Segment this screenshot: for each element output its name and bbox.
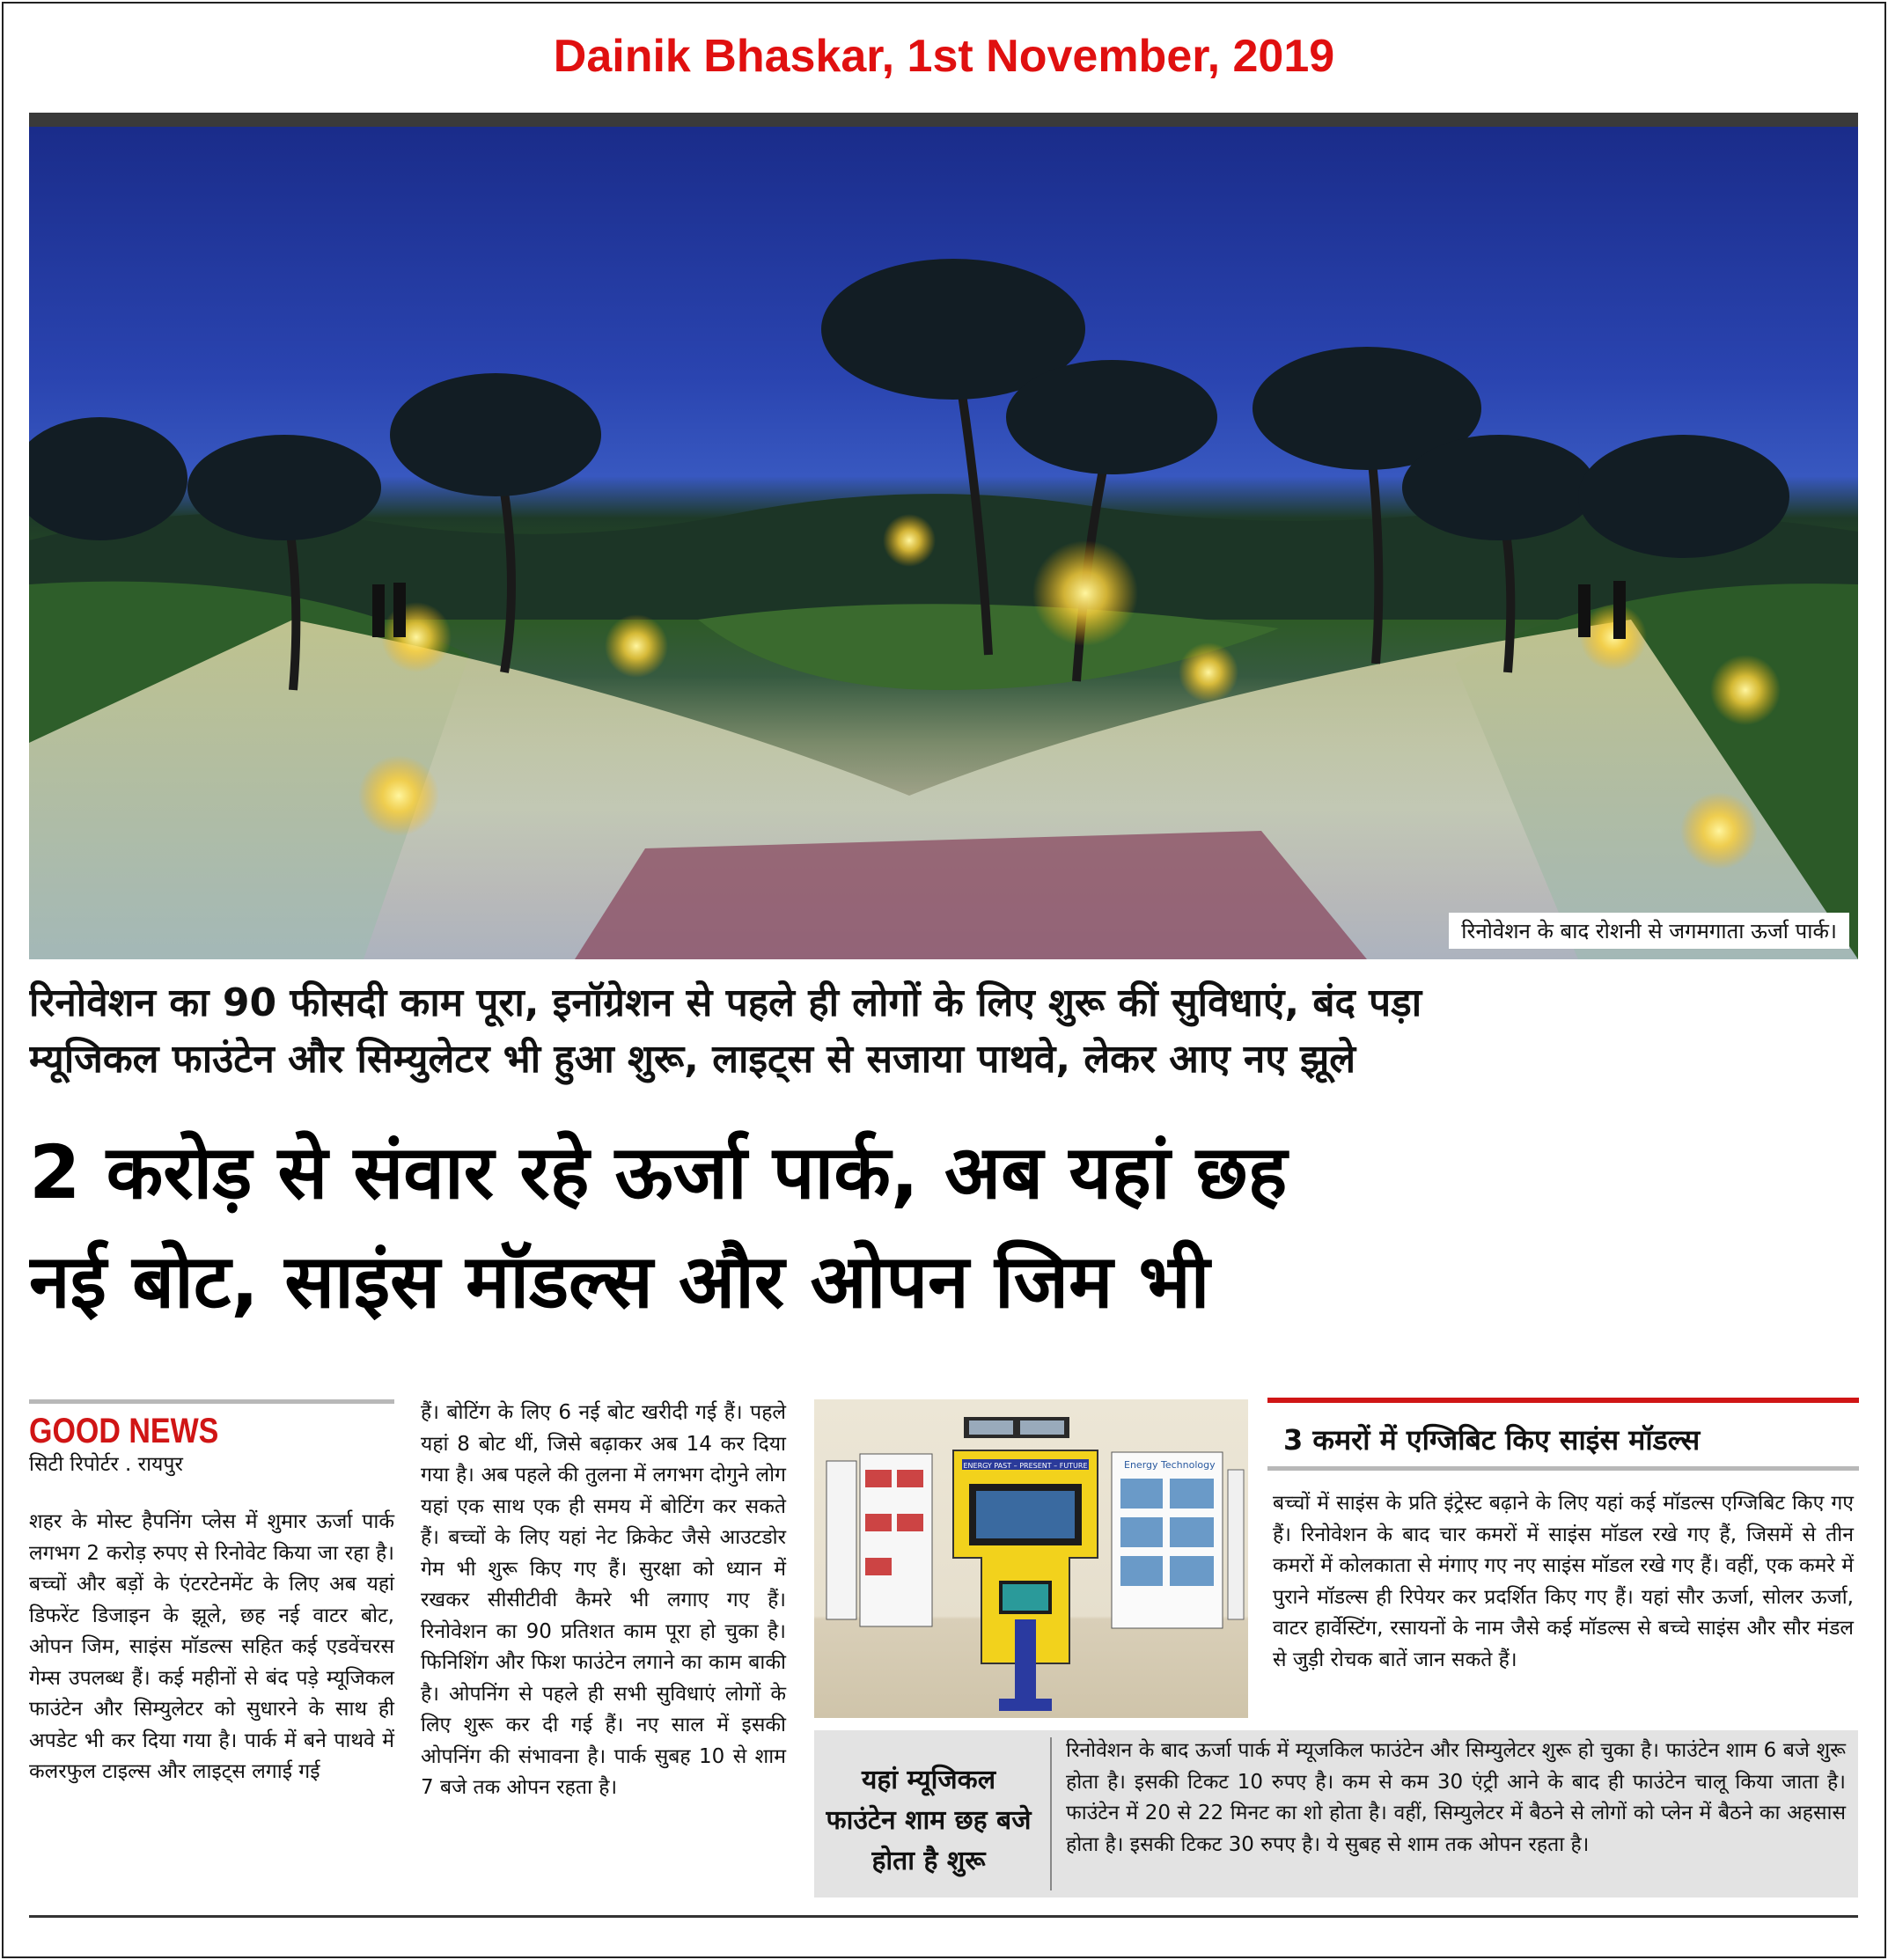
fountain-box-label: यहां म्यूजिकल फाउंटेन शाम छह बजे होता है शुरू [826,1765,1032,1876]
kiosk-banner-text: ENERGY PAST – PRESENT – FUTURE [963,1462,1088,1470]
headline-line-2: नई बोट, साइंस मॉडल्स और ओपन जिम भी [29,1238,1210,1325]
byline: सिटी रिपोर्टर . रायपुर [29,1452,183,1476]
subheadline-line-2: म्यूजिकल फाउंटेन और सिम्युलेटर भी हुआ शुरू, लाइट्स से सजाया पाथवे, लेकर आए नए झूले [29,1037,1356,1082]
story-text-2: हैं। बोटिंग के लिए 6 नई बोट खरीदी गई हैं। पहले यहां 8 बोट थीं, जिसे बढ़ाकर अब 14 कर दिया गया है। अब पहले की तुलना में लगभग दोगुने लोग यहां एक साथ एक ही समय में बोटिंग कर सकते हैं। बच्चों के लिए यहां नेट क्रिकेट जैसे आउटडोर गेम भी शुरू किए गए हैं। सुरक्षा को ध्यान में रखकर सीसीटीवी कैमरे भी लगाए गए हैं। रिनोवेशन का 90 प्रतिशत काम पूरा हो चुका है। फिनिशिंग और फिश फाउंटेन लगाने का काम बाकी है। ओपनिंग से पहले ही सभी सुविधाएं लोगों के लिए शुरू कर दी गई हैं। नए साल में इसकी ओपनिंग की संभावना है। पार्क सुबह 10 से शाम 7 बजे तक ओपन रहता है। [421,1401,786,1799]
sidebar-text: बच्चों में साइंस के प्रति इंट्रेस्ट बढ़ाने के लिए यहां कई मॉडल्स एग्जिबिट किए गए हैं। रिनोवेशन के बाद चार कमरों में साइंस मॉडल रखे गए हैं, जिसमें से तीन कमरों में कोलकाता से मंगाए गए नए साइंस मॉडल रखे गए हैं। वहीं, एक कमरे में पुराने मॉडल्स ही रिपेयर कर प्रदर्शित किए गए हैं। यहां सौर ऊर्जा, सोलर ऊर्जा, वाटर हार्वेस्टिंग, रसायनों के नाम जैसे कई मॉडल्स से बच्चे साइंस और सौर मंडल से जुड़ी रोचक बातें जान सकते हैं। [1273,1492,1854,1671]
fountain-info-box [814,1730,1858,1898]
park-photo-illustration [29,127,1858,959]
exhibit-photo [814,1399,1248,1718]
source-line: Dainik Bhaskar, 1st November, 2019 [553,31,1335,82]
science-models-sidebar [1267,1398,1859,1676]
headline-line-1: 2 करोड़ से संवार रहे ऊर्जा पार्क, अब यहां छह [29,1129,1288,1215]
subheadline-line-1: रिनोवेशन का 90 फीसदी काम पूरा, इनॉग्रेशन से पहले ही लोगों के लिए शुरू कीं सुविधाएं, बंद पड़ा [29,980,1422,1025]
bottom-rule [29,1915,1858,1918]
photo-caption: रिनोवेशन के बाद रोशनी से जगमगाता ऊर्जा पार्क। [1449,913,1849,949]
sidebar-heading: 3 कमरों में एग्जिबिट किए साइंस मॉडल्स [1283,1423,1701,1457]
headline [29,1118,1858,1336]
subheadline [29,975,1858,1088]
energy-poster-title: Energy Technology [1124,1459,1216,1471]
fountain-box-divider [1050,1737,1052,1890]
fountain-box-text: रिनोवेशन के बाद ऊर्जा पार्क में म्यूजकिल फाउंटेन और सिम्युलेटर शुरू हो चुका है। फाउंटेन शाम 6 बजे शुरू होता है। इसकी टिकट 10 रुपए है। कम से कम 30 एंट्री आने के बाद ही फाउंटेन चालू किया जाता है। फाउंटेन में 20 से 22 मिनट का शो होता है। वहीं, सिम्युलेटर में बैठने से लोगों को प्लेन में बैठने का अहसास होता है। इसकी टिकट 30 रुपए है। ये सुबह से शाम तक ओपन रहता है। [1066,1739,1847,1856]
top-divider [29,113,1858,127]
story-column-2 [421,1398,786,1804]
story-column-1 [29,1399,394,1788]
story-text-1: शहर के मोस्ट हैपनिंग प्लेस में शुमार ऊर्जा पार्क लगभग 2 करोड़ रुपए से रिनोवेट किया जा रहा है। बच्चों और बड़ों के एंटरटेनमेंट के लिए अब यहां डिफरेंट डिजाइन के झूले, छह नई वाटर बोट, ओपन जिम, साइंस मॉडल्स सहित कई एडवेंचरस गेम्स उपलब्ध हैं। कई महीनों से बंद पड़े म्यूजिकल फाउंटेन और सिम्युलेटर को सुधारने के साथ ही अपडेट भी कर दिया गया है। पार्क में बने पाथवे में कलरफुल टाइल्स और लाइट्स लगाई गई [29,1510,394,1783]
exhibit-photo-illustration [814,1399,1248,1718]
good-news-tag: GOOD NEWS [29,1412,219,1450]
column-rule [29,1399,394,1404]
park-photo [29,127,1858,959]
